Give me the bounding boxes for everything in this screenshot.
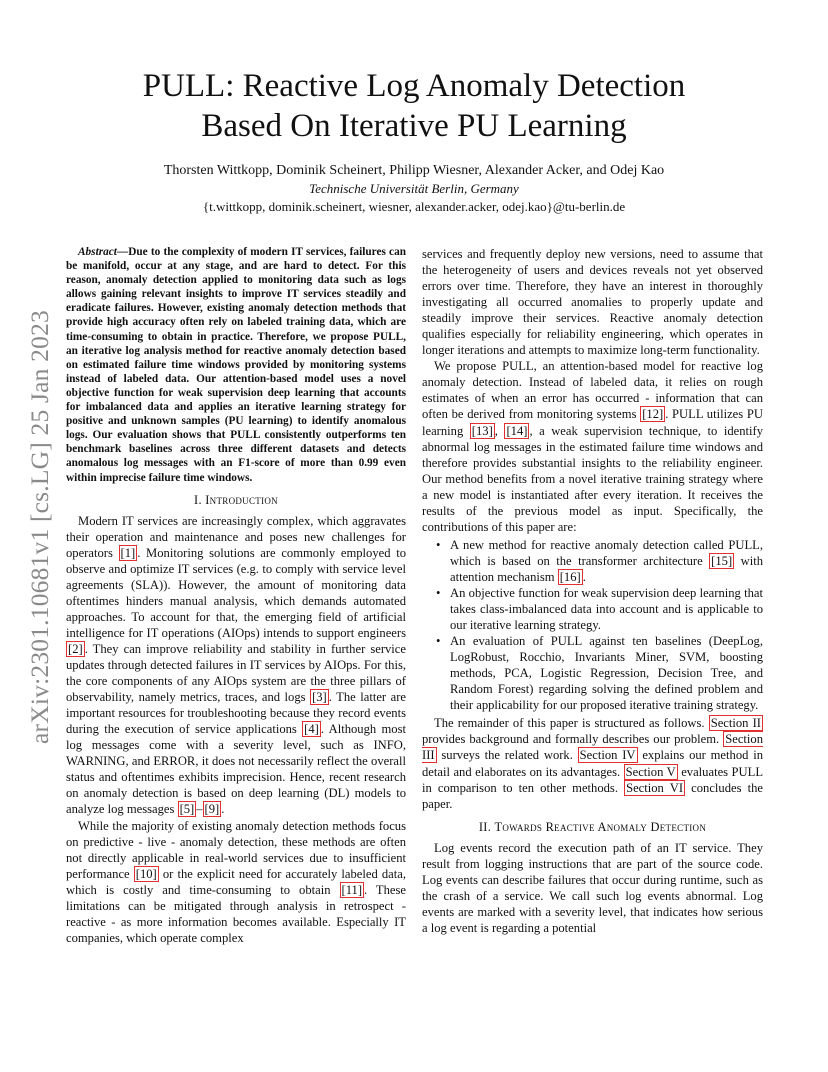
text-run: Modern IT services are increasingly complex, which aggravates their operation and maintenance and poses new challenges for operators bbox=[66, 513, 406, 560]
text-run: , a weak supervision technique, to identify abnormal log messages in the estimated failure time windows and therefore provides substantial insights to the reliability engineer. Our method benefits from a novel iterative training strategy where a new model is instantiated after every iteration. It receives the results of the previous model as input. Specifically, the contributions of this paper are: bbox=[422, 423, 764, 534]
text-run: surveys the related work. bbox=[436, 748, 578, 763]
text-run: . Although most log messages come with a severity level, such as INFO, WARNING, and ERROR, it does not necessarily reflect the overall status and oftentimes exhibits imprecision. Hence, recent research on anomaly detection is based on deep learning (DL) models to analyze log messages bbox=[66, 722, 406, 817]
citation-link[interactable]: [14] bbox=[506, 423, 528, 438]
text-run: . PULL utilizes PU learning bbox=[422, 407, 763, 438]
list-item bbox=[450, 537, 763, 585]
arxiv-identifier: arXiv:2301.10681v1 [cs.LG] 25 Jan 2023 bbox=[25, 310, 54, 744]
section-link[interactable]: Section V bbox=[625, 764, 676, 779]
section-number: I. bbox=[194, 492, 202, 507]
text-run: – bbox=[196, 802, 203, 817]
paper-title bbox=[80, 66, 748, 146]
text-run: provides background and formally describes our problem. bbox=[422, 732, 724, 747]
abstract bbox=[66, 245, 406, 485]
section-heading-introduction bbox=[66, 492, 406, 508]
text-run: An evaluation of PULL against ten baselines (DeepLog, LogRobust, Rocchio, Invariants Miner, SVM, boosting methods, PCA, Logistic Regression, Decision Tree, and Random Forest) regarding solving the defined problem and their applicability for our proposed iterative training strategy. bbox=[450, 634, 763, 713]
text-run: . bbox=[221, 802, 225, 817]
text-run: An objective function for weak supervision deep learning that takes class-imbalanced data into account and is applicable to our iterative learning strategy. bbox=[450, 585, 763, 633]
text-run: concludes the paper. bbox=[422, 780, 763, 811]
citation-link[interactable]: [10] bbox=[135, 866, 157, 881]
text-run: . Monitoring solutions are commonly employed to observe and optimize IT services (e.g. to comply with service level agreements (SLA)). However, the amount of monitoring data oftentimes hinders manual analysis, which demands automated approaches. To account for that, the emerging field of artificial intelligence for IT operations (AIOps) intends to support engineers bbox=[66, 545, 406, 640]
citation-link[interactable]: [2] bbox=[68, 642, 83, 657]
text-run: evaluates PULL in comparison to ten other methods. bbox=[422, 764, 764, 795]
citation-link[interactable]: [3] bbox=[312, 690, 327, 705]
section-heading-towards-reactive bbox=[422, 819, 763, 835]
text-run: . bbox=[582, 569, 586, 584]
citation-link[interactable]: [11] bbox=[341, 882, 363, 897]
intro-paragraph-3 bbox=[422, 358, 763, 535]
intro-paragraph-2 bbox=[66, 818, 406, 946]
section-title: Introduction bbox=[205, 492, 278, 507]
text-run: . The latter are important resources for troubleshooting because they record events during the execution of service applications bbox=[66, 690, 406, 737]
contributions-list bbox=[422, 537, 763, 714]
title-line-1: PULL: Reactive Log Anomaly Detection bbox=[142, 68, 686, 104]
intro-paragraph-2-continued: services and frequently deploy new versions, need to assume that the heterogeneity of users and devices reveals not yet observed errors over time. Therefore, they have an interest in thoroughly investigating all occurred anomalies to properly update and steadily improve their services. Reactive anomaly detection qualifies especially for reliability engineering, which operates in longer iterations and attempts to maximize long-term functionality. bbox=[422, 247, 763, 358]
left-column bbox=[66, 245, 406, 946]
text-run: The remainder of this paper is structured as follows. bbox=[434, 716, 709, 731]
section-title: Towards Reactive Anomaly Detection bbox=[494, 819, 707, 834]
section2-paragraph-1: Log events record the execution path of an IT service. They result from logging instructions that are part of the source code. Log events can describe failures that occur during runtime, such as the crash of a service. We call such log events abnormal. Log events are marked with a severity level, that indicates how serious a log event is regarding a potential bbox=[422, 840, 763, 935]
author-names: Thorsten Wittkopp, Dominik Scheinert, Philipp Wiesner, Alexander Acker, and Odej Kao bbox=[163, 163, 665, 178]
section-link[interactable]: Section VI bbox=[626, 780, 684, 795]
abstract-body: —Due to the complexity of modern IT services, failures can be manifold, occur at any stage, and are hard to detect. For this reason, anomaly detection applied to monitoring data such as logs allows gaining relevant insights to improve IT services steadily and eradicate failures. However, existing anomaly detection methods that provide high accuracy often rely on labeled training data, which are time-consuming to obtain in practice. Therefore, we propose PULL, an iterative log analysis method for reactive anomaly detection based on estimated failure time windows provided by monitoring systems instead of labeled data. Our attention-based model uses a novel objective function for weak supervision deep learning that accounts for imbalanced data and applies an iterative learning strategy for positive and unknown samples (PU learning) to identify anomalous logs. Our evaluation shows that PULL consistently outperforms ten benchmark baselines across three different datasets and detects anomalous log messages with an F1-score of more than 0.99 even within imprecise failure time windows. bbox=[66, 246, 406, 484]
intro-paragraph-1 bbox=[66, 513, 406, 818]
text-run: with attention mechanism bbox=[450, 553, 763, 584]
citation-link[interactable]: [5] bbox=[179, 802, 195, 817]
text-run: . They can improve reliability and stability in further service updates through detected failures in IT services by AIOps. For this, the core components of any AIOps system are the three pillars of observability, namely metrics, traces, and logs bbox=[66, 642, 406, 705]
text-run: , bbox=[494, 423, 505, 438]
citation-link[interactable]: [9] bbox=[204, 802, 220, 817]
citation-link[interactable]: [12] bbox=[642, 407, 664, 422]
citation-link[interactable]: [15] bbox=[711, 553, 733, 568]
list-item bbox=[450, 633, 763, 713]
section-link[interactable]: Section III bbox=[422, 732, 763, 763]
citation-link[interactable]: [13] bbox=[471, 423, 493, 438]
author-emails: {t.wittkopp, dominik.scheinert, wiesner, alexander.acker, odej.kao}@tu-berlin.de bbox=[202, 199, 626, 214]
author-block bbox=[80, 162, 748, 216]
right-column bbox=[422, 246, 763, 936]
text-run: While the majority of existing anomaly detection methods focus on predictive - live - anomaly detection, these methods are often not directly applicable in real-world services due to insufficient performance bbox=[66, 818, 406, 881]
section-link[interactable]: Section IV bbox=[579, 748, 636, 763]
text-run: or the explicit need for accurately labeled data, which is costly and time-consuming to obtain bbox=[66, 866, 406, 897]
text-run: We propose PULL, an attention-based model for reactive log anomaly detection. Instead of labeled data, it relies on rough estimates of when an error has occurred - information that can often be derived from monitoring systems bbox=[422, 359, 763, 422]
text-run: explains our method in detail and elaborates on its advantages. bbox=[422, 748, 763, 779]
section-number: II. bbox=[478, 819, 492, 834]
text-run: A new method for reactive anomaly detection called PULL, which is based on the transformer architecture bbox=[450, 537, 763, 568]
list-item bbox=[450, 585, 763, 633]
title-line-2: Based On Iterative PU Learning bbox=[201, 108, 627, 144]
intro-paragraph-4 bbox=[422, 715, 763, 811]
arxiv-side-stamp bbox=[22, 292, 58, 762]
citation-link[interactable]: [1] bbox=[120, 545, 136, 560]
citation-link[interactable]: [16] bbox=[559, 569, 581, 584]
abstract-label: Abstract bbox=[78, 246, 117, 258]
affiliation: Technische Universität Berlin, Germany bbox=[309, 181, 519, 196]
text-run: . These limitations can be mitigated through analysis in retrospect - reactive - as more information becomes available. Especially IT companies, which operate complex bbox=[66, 882, 406, 945]
citation-link[interactable]: [4] bbox=[304, 722, 319, 737]
section-link[interactable]: Section II bbox=[710, 716, 762, 731]
